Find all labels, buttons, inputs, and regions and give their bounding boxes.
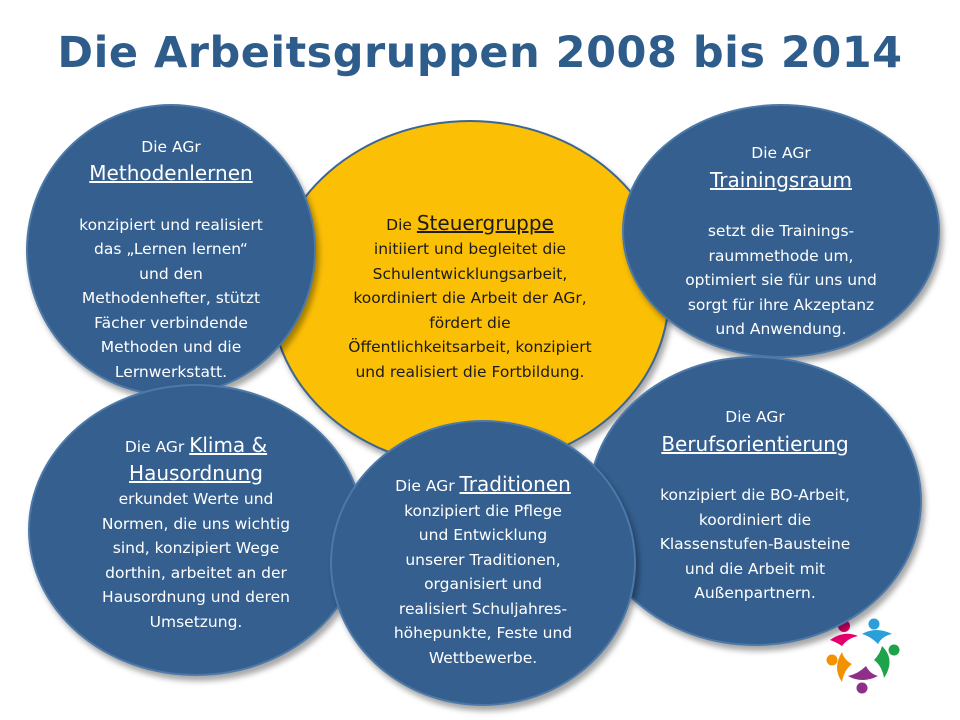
oval-steuergruppe xyxy=(270,120,670,468)
klima-name: Klima & Hausordnung xyxy=(129,433,268,485)
page-title: Die Arbeitsgruppen 2008 bis 2014 xyxy=(57,28,903,78)
methodenlernen-prefix: Die AGr xyxy=(141,137,201,156)
berufsorientierung-prefix: Die AGr xyxy=(725,408,785,426)
trainingsraum-name: Trainingsraum xyxy=(710,167,852,192)
trainingsraum-description: setzt die Trainings- raummethode um, optimiert sie für uns und sorgt für ihre Akzeptanz und Anwendung. xyxy=(685,222,877,338)
trainingsraum-prefix: Die AGr xyxy=(751,144,811,162)
berufsorientierung-name: Berufsorientierung xyxy=(661,431,849,456)
oval-traditionen xyxy=(330,420,636,706)
steuergruppe-name: Steuergruppe xyxy=(416,210,554,235)
trainingsraum-text xyxy=(685,117,877,342)
logo-figure-blue xyxy=(862,619,892,645)
logo-figure-purple xyxy=(848,666,878,694)
methodenlernen-name: Methodenlernen xyxy=(89,161,253,185)
traditionen-text xyxy=(394,448,572,671)
traditionen-name: Traditionen xyxy=(459,472,571,497)
oval-klima-hausordnung xyxy=(28,384,364,676)
logo-figure-orange xyxy=(827,652,853,682)
steuergruppe-prefix: Die xyxy=(386,215,417,234)
steuergruppe-description: initiiert und begleitet die Schulentwicklungsarbeit, koordiniert die Arbeit der AGr, fördert die Öffentlichkeitsarbeit, konzipiert und realisiert die Fortbildung. xyxy=(348,240,592,381)
oval-berufsorientierung xyxy=(588,356,922,646)
klima-description: erkundet Werte und Normen, die uns wichtig sind, konzipiert Wege dorthin, arbeitet an der Hausordnung und deren Umsetzung. xyxy=(101,490,291,631)
berufsorientierung-text xyxy=(660,381,851,606)
klima-prefix: Die AGr xyxy=(124,438,190,457)
methodenlernen-description: konzipiert und realisiert das „Lernen lernen“ und den Methodenhefter, stützt Fächer verbindende Methoden und die Lernwerkstatt. xyxy=(79,215,263,381)
traditionen-prefix: Die AGr xyxy=(395,477,460,496)
methodenlernen-text xyxy=(79,110,263,384)
oval-methodenlernen xyxy=(26,104,316,396)
steuergruppe-text xyxy=(348,186,591,384)
oval-trainingsraum xyxy=(622,104,940,358)
traditionen-description: konzipiert die Pflege und Entwicklung unserer Traditionen, organisiert und realisiert Schuljahres- höhepunkte, Feste und Wettbewerbe. xyxy=(393,501,573,667)
klima-text xyxy=(102,408,290,635)
logo-figure-green xyxy=(874,645,900,679)
berufsorientierung-description: konzipiert die BO-Arbeit, koordiniert die Klassenstufen-Bausteine und die Arbeit mit Außenpartnern. xyxy=(659,486,851,602)
